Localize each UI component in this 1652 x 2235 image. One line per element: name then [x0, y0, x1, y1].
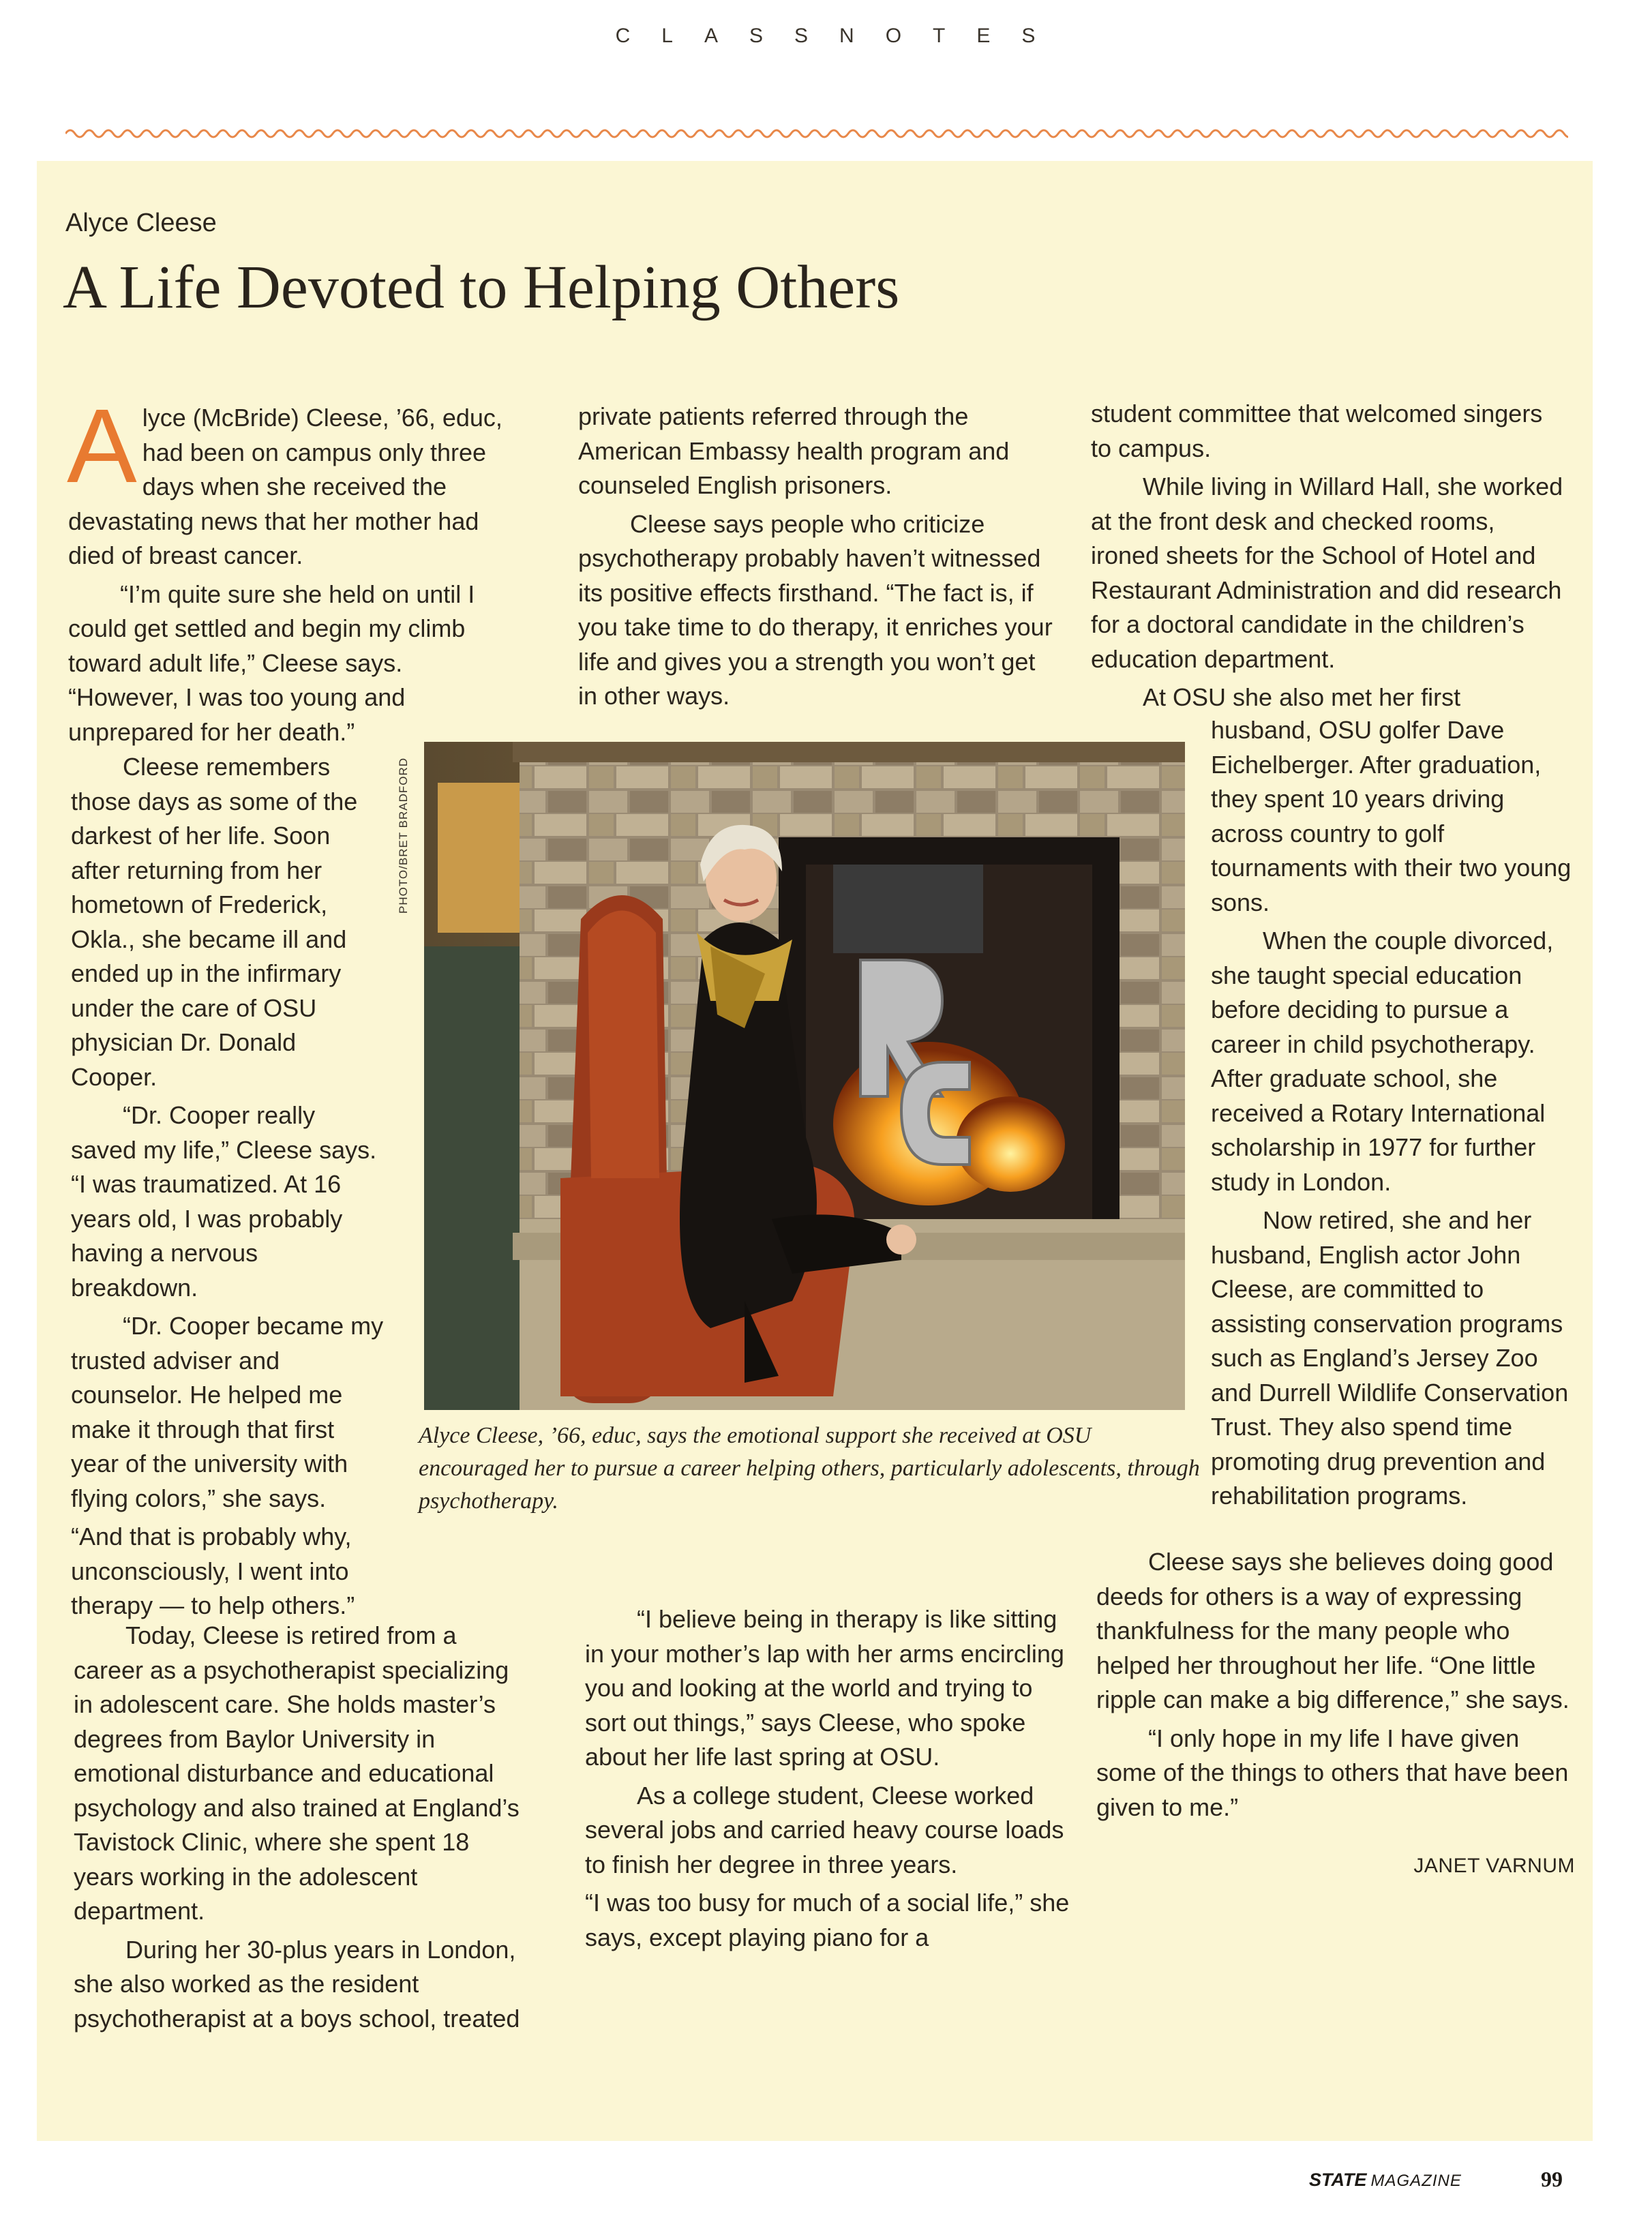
paragraph: student committee that welcomed singers to campus. [1091, 400, 1543, 462]
section-header [0, 25, 1652, 48]
photo-illustration [424, 742, 1185, 1410]
paragraph: As a college student, Cleese worked several jobs and carried heavy course loads to finish her degree in three years. [585, 1781, 1064, 1878]
paragraph: Alyce (McBride) Cleese, ’66, educ, had been on campus only three days when she received the devastating news that her mother had died of breast cancer. [67, 387, 502, 569]
section-header-letter: T [933, 25, 947, 47]
paragraph: During her 30-plus years in London, she also worked as the resident psychotherapist at a boys school, treated [74, 1935, 520, 2032]
section-header-letter: A [704, 25, 719, 47]
column-1-narrow [71, 750, 385, 1623]
section-header-letter: E [976, 25, 992, 47]
author-byline: JANET VARNUM [1413, 1855, 1575, 1877]
paragraph: husband, OSU golfer Dave Eichelberger. After graduation, they spent 10 years driving across country to golf tournaments with their two young sons. [1211, 716, 1572, 916]
section-header-letter: S [1021, 25, 1037, 47]
drop-cap: A [67, 387, 137, 505]
paragraph: Cleese says she believes doing good deeds for others is a way of expressing thankfulness for the many people who helped her throughout her life. “One little ripple can make a big difference,” she says. [1096, 1548, 1570, 1713]
paragraph: “I believe being in therapy is like sitting in your mother’s lap with her arms encircling you and looking at the world and trying to sort out things,” says Cleese, who spoke about her life last spring at OSU. [585, 1605, 1064, 1771]
column-3-bottom [1096, 1545, 1574, 1825]
section-header-letter: N [839, 25, 856, 47]
article-title: A Life Devoted to Helping Others [63, 254, 900, 321]
section-header-letter: S [794, 25, 810, 47]
column-1-top [67, 387, 518, 749]
column-3-top [1091, 397, 1568, 715]
paragraph: “Dr. Cooper became my trusted adviser and counselor. He helped me make it through that first year of the university with flying colors,” she says. [71, 1312, 384, 1512]
paragraph: When the couple divorced, she taught special education before deciding to pursue a career in child psychotherapy. After graduate school, she received a Rotary International scholarship in 1977 for further study in London. [1211, 927, 1554, 1196]
page-number: 99 [1541, 2167, 1563, 2191]
paragraph: Now retired, she and her husband, English actor John Cleese, are committed to assisting conservation programs such as England’s Jersey Zoo and Durrell Wildlife Conservation Trust. They also spend time promoting drug prevention and rehabilitation programs. [1211, 1206, 1569, 1510]
photo-credit: PHOTO/BRET BRADFORD [397, 757, 410, 914]
section-header-letter: O [885, 25, 903, 47]
paragraph: “And that is probably why, unconsciously, I went into therapy — to help others.” [71, 1522, 355, 1619]
paragraph: “I was too busy for much of a social life,” she says, except playing piano for a [585, 1889, 1070, 1951]
paragraph: “Dr. Cooper really saved my life,” Cleese says. “I was traumatized. At 16 years old, I was probably having a nervous breakdown. [71, 1101, 377, 1302]
paragraph: At OSU she also met her first [1143, 683, 1461, 711]
paragraph: “I only hope in my life I have given some of the things to others that have been given to me.” [1096, 1724, 1569, 1821]
column-2-bottom [585, 1602, 1076, 1955]
article-photo [424, 742, 1185, 1410]
section-header-letter: S [749, 25, 764, 47]
section-header-letter: C [615, 25, 632, 47]
paragraph: Today, Cleese is retired from a career as a psychotherapist specializing in adolescent care. She holds master’s degrees from Baylor University in emotional disturbance and educational psychology and also trained at England’s Tavistock Clinic, where she spent 18 years working in the adolescent department. [74, 1621, 520, 1925]
paragraph: private patients referred through the American Embassy health program and counseled English prisoners. [578, 402, 1010, 499]
wavy-divider [65, 123, 1568, 145]
article-kicker: Alyce Cleese [65, 209, 217, 237]
photo-caption: Alyce Cleese, ’66, educ, says the emotional support she received at OSU encouraged her to pursue a career helping others, particularly adolescents, through psychotherapy. [419, 1423, 1200, 1514]
magazine-name: STATE MAGAZINE [1309, 2170, 1462, 2190]
column-3-narrow [1211, 713, 1579, 1514]
column-2-top [578, 400, 1055, 714]
paragraph: Cleese says people who criticize psychotherapy probably haven’t witnessed its positive effects firsthand. “The fact is, if you take time to do therapy, it enriches your life and gives you a strength you won’t get in other ways. [578, 509, 1053, 710]
paragraph: While living in Willard Hall, she worked at the front desk and checked rooms, ironed sheets for the School of Hotel and Restaurant Administration and did research for a doctoral candidate in the children’s education department. [1091, 472, 1563, 673]
paragraph: Cleese remembers those days as some of the darkest of her life. Soon after returning from her hometown of Frederick, Okla., she became ill and ended up in the infirmary under the care of OSU physician Dr. Donald Cooper. [71, 753, 358, 1091]
paragraph: “I’m quite sure she held on until I could get settled and begin my climb toward adult life,” Cleese says. “However, I was too young and unprepared for her death.” [68, 580, 475, 746]
section-header-letter: L [661, 25, 674, 47]
column-1-bottom [74, 1619, 524, 2036]
